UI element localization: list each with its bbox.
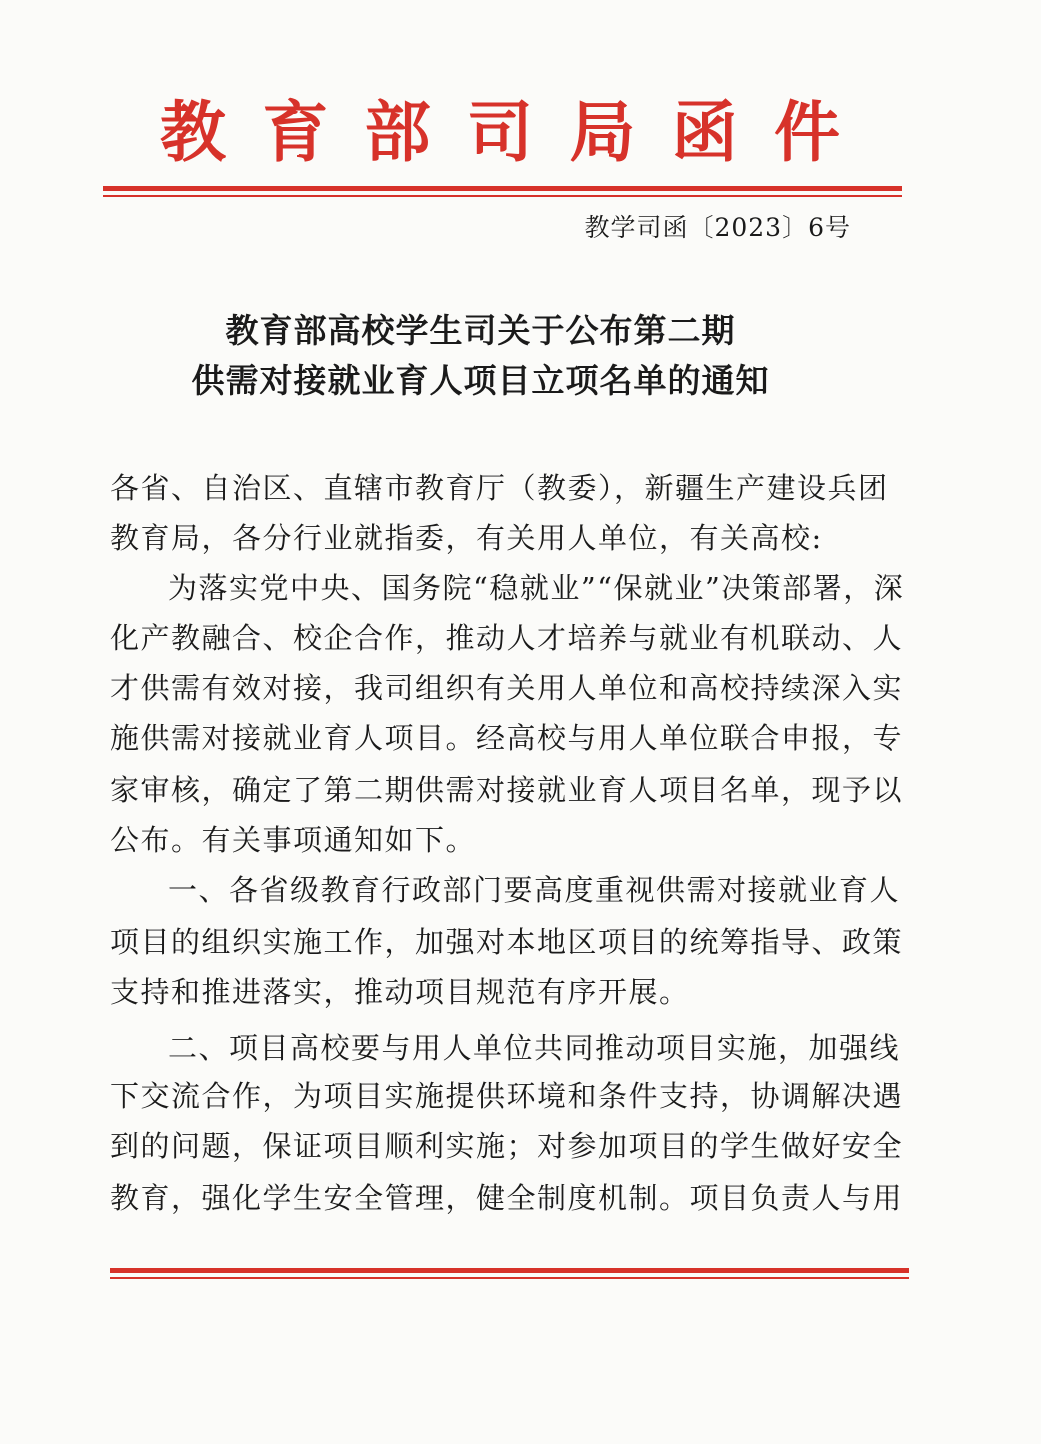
body-line: 支持和推进落实，推动项目规范有序开展。 [110, 975, 690, 1009]
masthead-char: 司 [466, 93, 533, 171]
body-line: 教育，强化学生安全管理，健全制度机制。项目负责人与用 [110, 1181, 904, 1215]
body-line: 教育局，各分行业就指委，有关用人单位，有关高校: [110, 521, 823, 555]
masthead-char: 函 [671, 93, 738, 171]
notice-title-line-1: 教育部高校学生司关于公布第二期 [225, 311, 736, 350]
body-line: 下交流合作，为项目实施提供环境和条件支持，协调解决遇 [110, 1079, 904, 1113]
body-line: 为落实党中央、国务院“稳就业”“保就业”决策部署，深 [168, 571, 905, 605]
body-line: 项目的组织实施工作，加强对本地区项目的统筹指导、政策 [110, 925, 904, 959]
footer-rule-thin [110, 1277, 909, 1279]
body-line: 二、项目高校要与用人单位共同推动项目实施，加强线 [168, 1031, 901, 1065]
masthead-char: 教 [160, 93, 226, 171]
header-rule-thick [103, 186, 902, 191]
masthead-char: 件 [773, 93, 840, 171]
body-line: 才供需有效对接，我司组织有关用人单位和高校持续深入实 [110, 671, 904, 705]
body-line: 公布。有关事项通知如下。 [110, 823, 477, 857]
body-line: 化产教融合、校企合作，推动人才培养与就业有机联动、人 [110, 621, 904, 655]
body-line: 各省、自治区、直辖市教育厅（教委），新疆生产建设兵团 [110, 471, 889, 505]
body-line: 施供需对接就业育人项目。经高校与用人单位联合申报，专 [110, 721, 904, 755]
footer-rule-thick [110, 1268, 909, 1273]
masthead-title [150, 92, 850, 172]
body-line: 家审核，确定了第二期供需对接就业育人项目名单，现予以 [110, 773, 904, 807]
header-rule-thin [103, 195, 902, 197]
document-number: 教学司函〔2023〕6号 [584, 213, 851, 242]
body-line: 到的问题，保证项目顺利实施；对参加项目的学生做好安全 [110, 1129, 904, 1163]
masthead-char: 局 [569, 93, 636, 171]
masthead-char: 育 [262, 93, 329, 171]
body-line: 一、各省级教育行政部门要高度重视供需对接就业育人 [168, 873, 901, 907]
notice-title-line-2: 供需对接就业育人项目立项名单的通知 [191, 361, 770, 400]
masthead-char: 部 [364, 93, 431, 171]
